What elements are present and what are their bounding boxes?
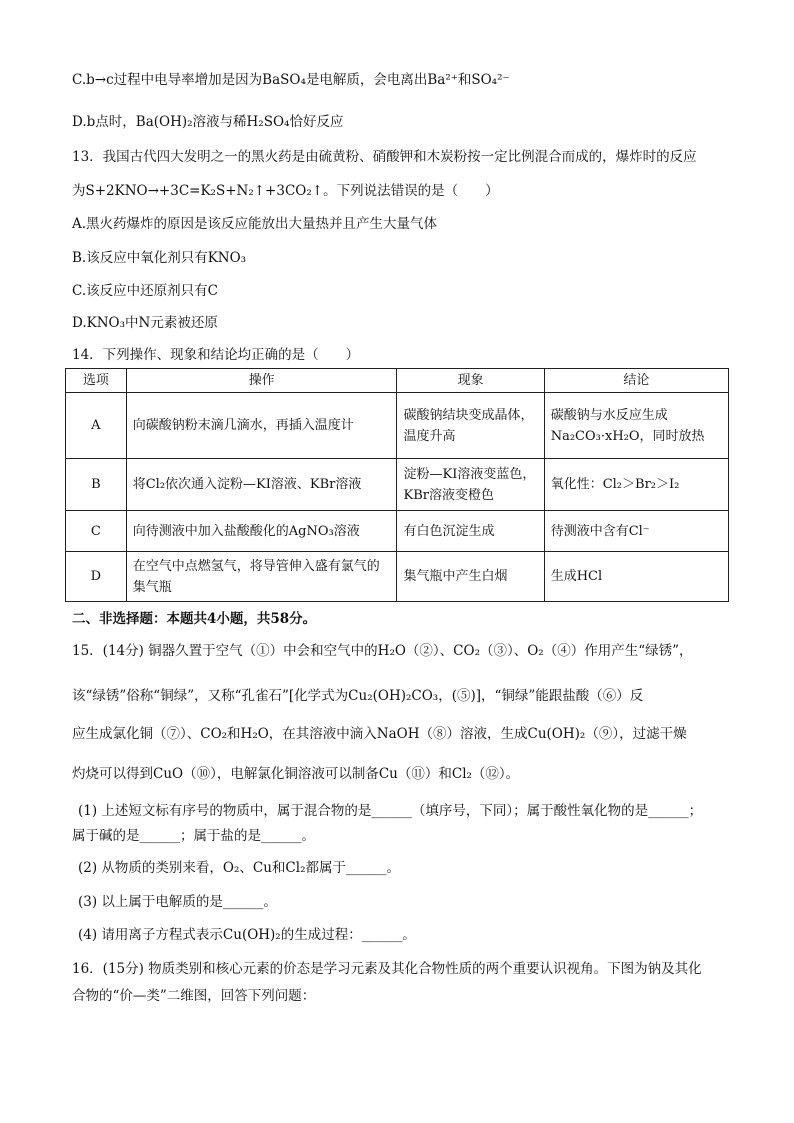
row-option: C: [66, 511, 127, 552]
header-conclusion: 结论: [544, 369, 728, 393]
q16-stem-line1: 16．(15分) 物质类别和核心元素的价态是学习元素及其化合物性质的两个重要认识视角。下图为钠及其化: [72, 961, 702, 977]
table-row: [66, 511, 729, 552]
table-header-row: [66, 369, 729, 393]
q14-stem: 14．下列操作、现象和结论均正确的是（ ）: [72, 347, 360, 363]
row-phenomenon: 集气瓶中产生白烟: [397, 552, 544, 602]
row-conclusion: 碳酸钠与水反应生成Na₂CO₃·xH₂O，同时放热: [544, 393, 728, 459]
section-heading: 二、非选择题：本题共4小题，共58分。: [72, 611, 317, 627]
q15-paragraph-line3: 应生成氯化铜（⑦）、CO₂和H₂O，在其溶液中滴入NaOH（⑧）溶液，生成Cu(OH)₂（⑨），过滤干燥: [72, 726, 687, 742]
row-option: A: [66, 393, 127, 459]
row-conclusion: 生成HCl: [544, 552, 728, 602]
q12-option-c: C.b→c过程中电导率增加是因为BaSO₄是电解质，会电离出Ba²⁺和SO₄²⁻: [72, 72, 510, 88]
q16-stem-line2: 合物的“价—类”二维图，回答下列问题：: [72, 988, 316, 1004]
q15-paragraph-line4: 灼烧可以得到CuO（⑩），电解氯化铜溶液可以制备Cu（⑪）和Cl₂（⑫）。: [72, 766, 520, 782]
q15-subquestion-1b: 属于碱的是______；属于盐的是______。: [72, 828, 315, 844]
q15-subquestion-3: (3) 以上属于电解质的是______。: [78, 894, 277, 910]
q12-option-d: D.b点时，Ba(OH)₂溶液与稀H₂SO₄恰好反应: [72, 114, 344, 130]
table-row: [66, 552, 729, 602]
row-operation: 向碳酸钠粉末滴几滴水，再插入温度计: [126, 393, 397, 459]
table-row: [66, 393, 729, 459]
q14-table: [65, 368, 729, 602]
header-option: 选项: [66, 369, 127, 393]
header-operation: 操作: [126, 369, 397, 393]
row-phenomenon: 淀粉—KI溶液变蓝色，KBr溶液变橙色: [397, 459, 544, 511]
row-operation: 向待测液中加入盐酸酸化的AgNO₃溶液: [126, 511, 397, 552]
row-option: B: [66, 459, 127, 511]
q13-stem-line2: 为S+2KNO→+3C=K₂S+N₂↑+3CO₂↑。下列说法错误的是（ ）: [72, 183, 499, 199]
q13-option-d: D.KNO₃中N元素被还原: [72, 315, 218, 331]
header-phenomenon: 现象: [397, 369, 544, 393]
q13-option-c: C.该反应中还原剂只有C: [72, 283, 218, 299]
q15-subquestion-2: (2) 从物质的类别来看，O₂、Cu和Cl₂都属于______。: [78, 860, 400, 876]
table-row: [66, 459, 729, 511]
row-operation: 在空气中点燃氢气，将导管伸入盛有氯气的集气瓶: [126, 552, 397, 602]
q15-paragraph-line2: 该“绿锈”俗称“铜绿”，又称“孔雀石”[化学式为Cu₂(OH)₂CO₃，(⑤)]，“铜绿”能跟盐酸（⑥）反: [72, 688, 644, 704]
row-conclusion: 氧化性：Cl₂＞Br₂＞I₂: [544, 459, 728, 511]
q15-subquestion-1a: (1) 上述短文标有序号的物质中，属于混合物的是______（填序号，下同）；属于酸性氧化物的是______；: [78, 803, 703, 819]
q13-option-a: A.黑火药爆炸的原因是该反应能放出大量热并且产生大量气体: [72, 216, 438, 232]
row-operation: 将Cl₂依次通入淀粉—KI溶液、KBr溶液: [126, 459, 397, 511]
q15-paragraph-line1: 15．(14分) 铜器久置于空气（①）中会和空气中的H₂O（②）、CO₂（③）、O₂（④）作用产生“绿锈”，: [72, 643, 693, 659]
row-option: D: [66, 552, 127, 602]
q13-option-b: B.该反应中氧化剂只有KNO₃: [72, 250, 247, 266]
row-conclusion: 待测液中含有Cl⁻: [544, 511, 728, 552]
q15-subquestion-4: (4) 请用离子方程式表示Cu(OH)₂的生成过程：______。: [78, 927, 416, 943]
q13-stem-line1: 13．我国古代四大发明之一的黑火药是由硫黄粉、硝酸钾和木炭粉按一定比例混合而成的，爆炸时的反应: [72, 149, 697, 165]
row-phenomenon: 碳酸钠结块变成晶体，温度升高: [397, 393, 544, 459]
row-phenomenon: 有白色沉淀生成: [397, 511, 544, 552]
